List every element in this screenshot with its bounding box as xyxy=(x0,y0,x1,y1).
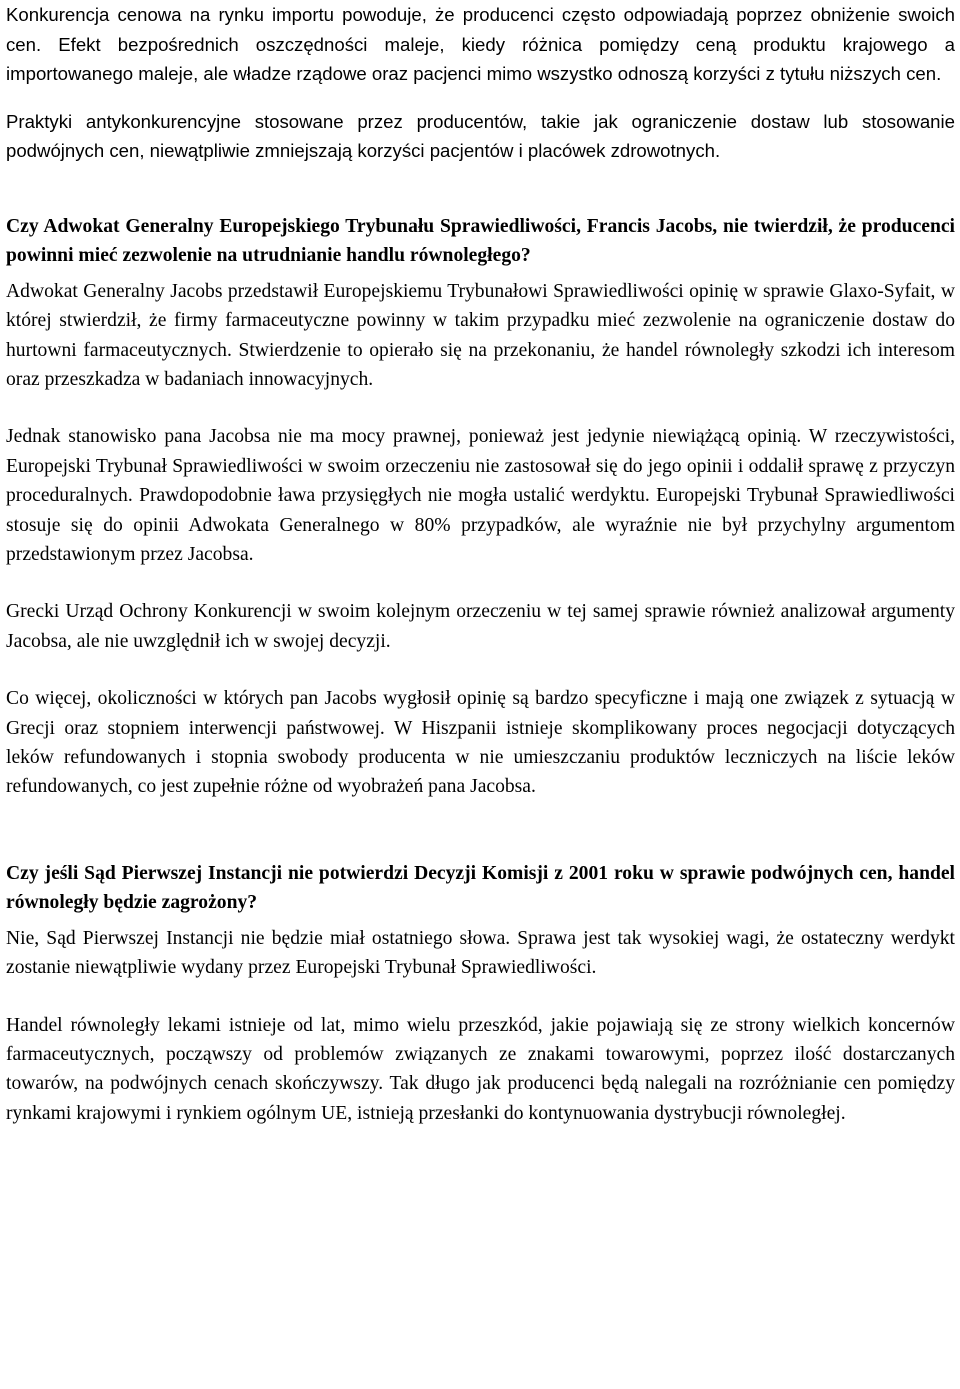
heading-question-jacobs: Czy Adwokat Generalny Europejskiego Trybunału Sprawiedliwości, Francis Jacobs, nie twierdził, że producenci powinni mieć zezwolenie na utrudnianie handlu równoległego? xyxy=(6,215,955,267)
paragraph-anticompetitive-practices: Praktyki antykonkurencyjne stosowane przez producentów, takie jak ograniczenie dostaw lub stosowanie podwójnych cen, niewątpliwie zmniejszają korzyści pacjentów i placówek zdrowotnych. xyxy=(6,110,955,162)
paragraph-specific-circumstances: Co więcej, okoliczności w których pan Jacobs wygłosił opinię są bardzo specyficzne i mają one związek z sytuacją w Grecji oraz stopniem interwencji państwowej. W Hiszpanii istnieje skomplikowany proces negocjacji dotyczących leków refundowanych i stopnia swobody producenta w nie umieszczaniu produktów leczniczych na liście leków refundowanych, co jest zupełnie różne od wyobrażeń pana Jacobsa. xyxy=(6,688,955,798)
paragraph-parallel-trade-history: Handel równoległy lekami istnieje od lat, mimo wielu przeszkód, jakie pojawiają się ze strony wielkich koncernów farmaceutycznych, począwszy od problemów związanych ze znakami towarowymi, poprzez ilość dostarczanych towarów, na podwójnych cenach skończywszy. Tak długo jak producenci będą nalegali na rozróżnianie cen pomiędzy rynkami krajowymi i rynkiem ogólnym UE, istnieją przesłanki do kontynuowania dystrybucji równoległej. xyxy=(6,1014,955,1124)
paragraph-greek-authority: Grecki Urząd Ochrony Konkurencji w swoim kolejnym orzeczeniu w tej samej sprawie również analizował argumenty Jacobsa, ale nie uwzględnił ich w swojej decyzji. xyxy=(6,601,955,652)
paragraph-opinion-not-binding: Jednak stanowisko pana Jacobsa nie ma mocy prawnej, ponieważ jest jedynie niewiążącą opinią. W rzeczywistości, Europejski Trybunał Sprawiedliwości w swoim orzeczeniu nie zastosował się do jego opinii i oddalił sprawę z przyczyn proceduralnych. Prawdopodobnie ława przysięgłych nie mogła ustalić werdyktu. Europejski Trybunał Sprawiedliwości stosuje się do opinii Adwokata Generalnego w 80% przypadków, ale wyraźnie nie był przychylny argumentom przedstawionym przez Jacobsa. xyxy=(6,426,955,566)
paragraph-jacobs-opinion: Adwokat Generalny Jacobs przedstawił Europejskiemu Trybunałowi Sprawiedliwości opinię w sprawie Glaxo-Syfait, w której stwierdził, że firmy farmaceutyczne powinny w takim przypadku mieć zezwolenie na ograniczenie dostaw do hurtowni farmaceutycznych. Stwierdzenie to opierało się na przekonaniu, że handel równoległy szkodzi ich interesom oraz przeszkadza w badaniach innowacyjnych. xyxy=(6,280,955,390)
document-page xyxy=(6,0,955,1128)
paragraph-court-final-word: Nie, Sąd Pierwszej Instancji nie będzie miał ostatniego słowa. Sprawa jest tak wysokiej wagi, że ostateczny werdykt zostanie niewątpliwie wydany przez Europejski Trybunał Sprawiedliwości. xyxy=(6,927,955,979)
heading-question-court: Czy jeśli Sąd Pierwszej Instancji nie potwierdzi Decyzji Komisji z 2001 roku w sprawie podwójnych cen, handel równoległy będzie zagrożony? xyxy=(6,862,955,914)
paragraph-price-competition: Konkurencja cenowa na rynku importu powoduje, że producenci często odpowiadają poprzez obniżenie swoich cen. Efekt bezpośrednich oszczędności maleje, kiedy różnica pomiędzy ceną produktu krajowego a importowanego maleje, ale władze rządowe oraz pacjenci mimo wszystko odnoszą korzyści z tytułu niższych cen. xyxy=(6,4,955,85)
